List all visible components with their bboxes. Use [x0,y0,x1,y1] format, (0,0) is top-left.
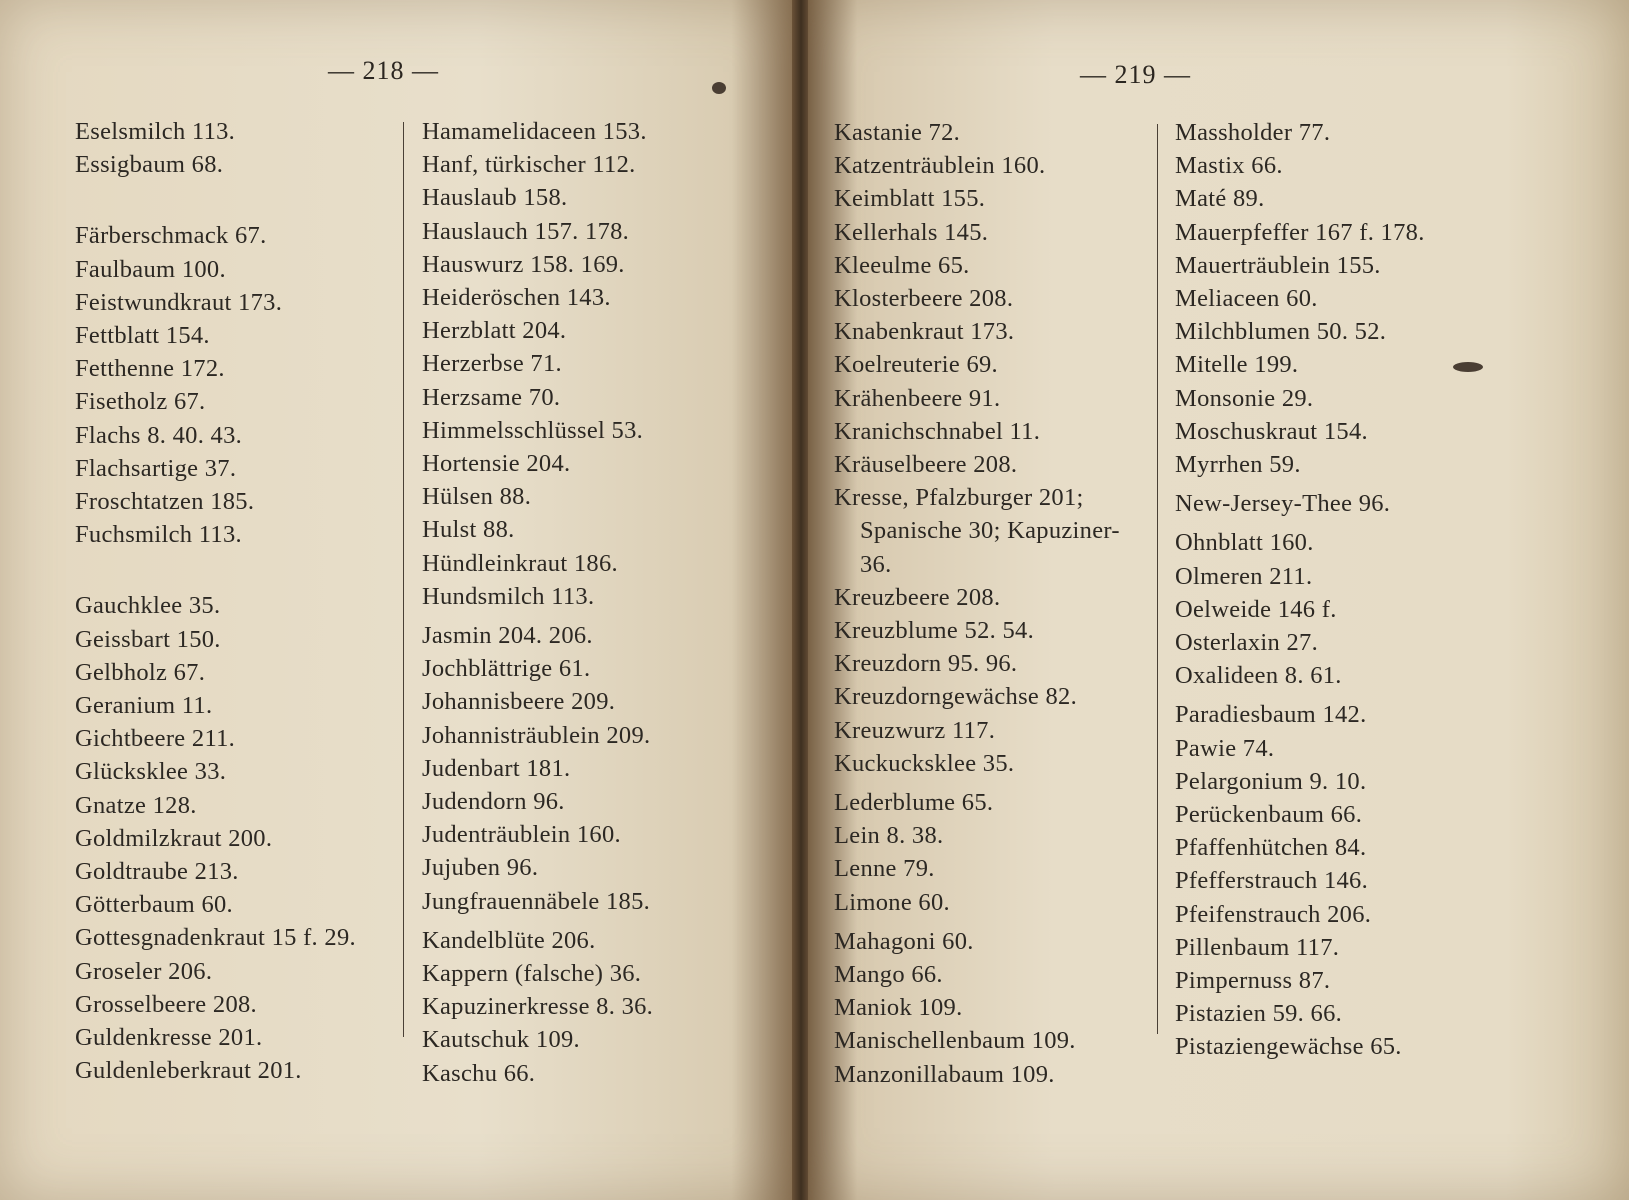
index-entry: Goldtraube 213. [75,858,239,886]
index-entry: Gottesgnadenkraut 15 f. 29. [75,924,356,952]
index-entry-continuation: 36. [860,550,892,578]
index-entry: Myrrhen 59. [1175,451,1301,479]
index-entry: Kresse, Pfalzburger 201; [834,484,1084,512]
index-entry: Fetthenne 172. [75,355,225,383]
index-entry: Kreuzdorn 95. 96. [834,650,1018,678]
index-entry: Guldenkresse 201. [75,1024,263,1052]
index-entry: Oelweide 146 f. [1175,595,1337,623]
index-entry: Mauerpfeffer 167 f. 178. [1175,218,1425,246]
index-entry: Flachsartige 37. [75,454,237,482]
index-entry: Faulbaum 100. [75,255,226,283]
index-entry: Manzonillabaum 109. [834,1060,1055,1088]
index-entry: Judenbart 181. [422,754,571,782]
index-entry: Johannisträublein 209. [422,721,651,749]
index-entry: Grosselbeere 208. [75,990,257,1018]
index-entry: Pistazien 59. 66. [1175,1000,1343,1028]
index-entry: Mitelle 199. [1175,351,1299,379]
index-entry: Herzsame 70. [422,383,561,411]
index-entry: Krähenbeere 91. [834,384,1001,412]
index-entry: Milchblumen 50. 52. [1175,318,1387,346]
index-entry: Froschtatzen 185. [75,488,255,516]
index-entry: Hauswurz 158. 169. [422,250,625,278]
index-entry: Lederblume 65. [834,789,994,817]
index-entry: Lenne 79. [834,855,935,883]
index-entry: Mastix 66. [1175,152,1283,180]
index-entry: Geissbart 150. [75,625,221,653]
index-entry: Kuckucksklee 35. [834,749,1015,777]
index-entry: Eselsmilch 113. [75,118,236,145]
index-column [1175,116,1425,1064]
index-entry: Glücksklee 33. [75,758,227,786]
index-entry: Jungfrauennäbele 185. [422,887,651,915]
index-entry: Olmeren 211. [1175,562,1313,590]
index-entry: Jochblättrige 61. [422,655,591,683]
index-entry: Johannisbeere 209. [422,688,616,716]
index-entry: Feistwundkraut 173. [75,288,283,316]
index-entry: Kreuzblume 52. 54. [834,617,1034,645]
index-entry: Pimpernuss 87. [1175,967,1331,995]
ink-spot [712,82,726,94]
index-entry: Kandelblüte 206. [422,926,596,954]
index-entry: New-Jersey-Thee 96. [1175,490,1391,518]
index-entry: Lein 8. 38. [834,822,944,850]
right-page [808,0,1629,1200]
index-entry: Pfefferstrauch 146. [1175,867,1369,895]
column-divider [1157,124,1158,1034]
index-entry: Mango 66. [834,961,943,989]
index-entry: Massholder 77. [1175,119,1331,146]
index-entry: Groseler 206. [75,957,213,985]
index-entry: Heideröschen 143. [422,284,611,312]
index-entry: Hauslauch 157. 178. [422,217,630,245]
index-entry: Kreuzbeere 208. [834,583,1001,611]
index-entry: Hauslaub 158. [422,184,568,212]
index-entry: Pawie 74. [1175,734,1275,762]
index-entry: Koelreuterie 69. [834,351,998,379]
index-entry: Keimblatt 155. [834,185,986,213]
ink-spot [1453,362,1483,372]
index-entry: Hündleinkraut 186. [422,549,618,577]
index-entry: Perückenbaum 66. [1175,801,1363,829]
index-entry: Gelbholz 67. [75,658,206,686]
index-entry: Osterlaxin 27. [1175,629,1319,657]
index-entry: Meliaceen 60. [1175,285,1318,313]
index-entry: Judendorn 96. [422,788,565,816]
index-entry: Maté 89. [1175,185,1265,213]
index-entry: Goldmilzkraut 200. [75,824,273,852]
section-gap [75,551,356,589]
index-entry: Judenträublein 160. [422,821,621,849]
index-entry: Guldenleberkraut 201. [75,1057,302,1085]
index-entry: Kaschu 66. [422,1059,536,1087]
index-entry: Kleeulme 65. [834,251,970,279]
index-entry: Geranium 11. [75,692,213,720]
index-entry: Klosterbeere 208. [834,285,1014,313]
index-entry: Gauchklee 35. [75,592,221,620]
index-entry: Limone 60. [834,888,950,916]
index-entry: Monsonie 29. [1175,384,1314,412]
index-entry: Flachs 8. 40. 43. [75,421,243,449]
index-column [75,115,356,1087]
index-entry: Essigbaum 68. [75,151,224,179]
column-divider [403,122,404,1037]
index-entry: Kapuzinerkresse 8. 36. [422,993,654,1021]
index-entry: Jasmin 204. 206. [422,622,593,650]
index-entry: Ohnblatt 160. [1175,529,1314,557]
index-entry: Knabenkraut 173. [834,318,1015,346]
index-entry: Hamamelidaceen 153. [422,118,647,145]
index-entry: Hundsmilch 113. [422,582,595,610]
index-entry: Kräuselbeere 208. [834,451,1018,479]
index-entry: Kranichschnabel 11. [834,417,1041,445]
index-entry: Pelargonium 9. 10. [1175,767,1367,795]
index-entry: Pillenbaum 117. [1175,933,1340,961]
index-entry: Himmelsschlüssel 53. [422,416,644,444]
index-entry: Kreuzdorngewächse 82. [834,683,1078,711]
index-entry: Kappern (falsche) 36. [422,960,642,988]
section-gap [75,181,356,219]
index-entry: Maniok 109. [834,994,963,1022]
index-entry: Fisetholz 67. [75,388,206,416]
index-entry: Herzerbse 71. [422,350,562,378]
index-entry: Katzenträublein 160. [834,152,1046,180]
index-entry: Kastanie 72. [834,119,961,146]
index-entry: Hulst 88. [422,516,515,544]
index-entry: Manischellenbaum 109. [834,1027,1076,1055]
index-entry: Gnatze 128. [75,791,197,819]
index-entry: Pfaffenhütchen 84. [1175,834,1367,862]
index-entry: Fuchsmilch 113. [75,521,242,549]
index-entry: Götterbaum 60. [75,891,233,919]
index-entry: Gichtbeere 211. [75,725,236,753]
index-entry: Färberschmack 67. [75,222,267,250]
index-entry: Pfeifenstrauch 206. [1175,900,1372,928]
index-entry: Fettblatt 154. [75,322,210,350]
index-entry: Pistaziengewächse 65. [1175,1033,1402,1061]
index-entry: Jujuben 96. [422,854,539,882]
index-column [422,115,653,1090]
index-entry: Paradiesbaum 142. [1175,701,1367,729]
index-entry: Mahagoni 60. [834,927,974,955]
index-entry: Kellerhals 145. [834,218,989,246]
index-entry: Hülsen 88. [422,483,532,511]
page-number-219: — 219 — [1080,60,1191,89]
index-entry: Kautschuk 109. [422,1026,580,1054]
index-column [834,116,1120,1091]
index-entry: Mauerträublein 155. [1175,251,1381,279]
index-entry: Hanf, türkischer 112. [422,151,636,179]
page-number-218: — 218 — [328,56,439,85]
left-page [0,0,795,1200]
index-entry: Kreuzwurz 117. [834,716,996,744]
index-entry: Moschuskraut 154. [1175,417,1368,445]
index-entry-continuation: Spanische 30; Kapuziner- [860,517,1120,545]
index-entry: Herzblatt 204. [422,317,567,345]
index-entry: Oxalideen 8. 61. [1175,662,1342,690]
index-entry: Hortensie 204. [422,450,571,478]
